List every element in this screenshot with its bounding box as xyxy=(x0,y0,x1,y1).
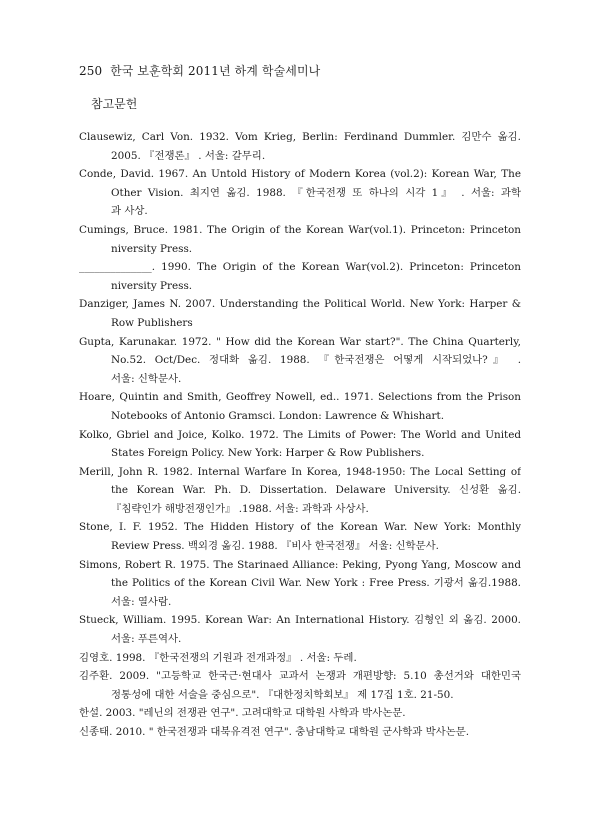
reference-line: 신종태. 2010. " 한국전쟁과 대북유격전 연구". 충남대학교 대학원 군사학과 박사논문. xyxy=(79,726,470,738)
reference-entry xyxy=(79,667,521,704)
reference-line: 서울: 열사람. xyxy=(111,595,172,608)
reference-line: niversity Press. xyxy=(111,242,193,255)
reference-entry xyxy=(79,611,521,648)
reference-line: Gupta, Karunakar. 1972. " How did the Korean War start?". The China Quarterly, xyxy=(79,335,521,348)
reference-line: 서울: 신학문사. xyxy=(111,372,182,385)
reference-entry xyxy=(79,556,521,612)
reference-line: the Korean War. Ph. D. Dissertation. Delaware University. 신성환 옮김. xyxy=(111,484,521,497)
reference-entry xyxy=(79,128,521,165)
reference-entry xyxy=(79,165,521,221)
reference-line: Conde, David. 1967. An Untold History of Modern Korea (vol.2): Korean War, The xyxy=(79,168,521,181)
reference-entry xyxy=(79,704,521,723)
reference-entry xyxy=(79,333,521,389)
reference-line: Review Press. 백외경 옮김. 1988. 『비사 한국전쟁』 서울: 신학문사. xyxy=(111,540,439,553)
reference-entry xyxy=(79,463,521,519)
reference-entry xyxy=(79,649,521,668)
reference-line: States Foreign Policy. New York: Harper & Row Publishers. xyxy=(111,447,425,460)
section-title: 참고문헌 xyxy=(91,97,138,111)
reference-line: Other Vision. 최지연 옮김. 1988. 『한국전쟁 또 하나의 시각 1』 . 서울: 과학 xyxy=(111,186,521,199)
reference-line: Merill, John R. 1982. Internal Warfare In Korea, 1948-1950: The Local Setting of xyxy=(79,465,521,478)
reference-entry xyxy=(79,388,521,425)
reference-line: 『침략인가 해방전쟁인가』 .1988. 서울: 과학과 사상사. xyxy=(111,502,369,515)
reference-entry xyxy=(79,723,521,742)
reference-line: Cumings, Bruce. 1981. The Origin of the Korean War(vol.1). Princeton: Princeton xyxy=(79,223,521,236)
reference-line: ______________. 1990. The Origin of the Korean War(vol.2). Princeton: Princeton xyxy=(79,261,521,274)
reference-line: No.52. Oct/Dec. 정대화 옮김. 1988. 『한국전쟁은 어떻게 시작되었나?』 . xyxy=(111,354,521,367)
reference-list xyxy=(79,128,521,742)
reference-line: Row Publishers xyxy=(111,316,193,329)
reference-line: Hoare, Quintin and Smith, Geoffrey Nowell, ed.. 1971. Selections from the Prison xyxy=(79,391,521,404)
running-title: 한국 보훈학회 2011년 하계 학술세미나 xyxy=(110,64,321,78)
reference-line: 서울: 푸른역사. xyxy=(111,633,182,646)
reference-line: Simons, Robert R. 1975. The Starinaed Alliance: Peking, Pyong Yang, Moscow and xyxy=(79,558,521,571)
reference-entry xyxy=(79,295,521,332)
running-header xyxy=(79,62,320,79)
reference-line: 정통성에 대한 서술을 중심으로". 『대한정치학회보』 제 17집 1호. 21-50. xyxy=(111,688,454,701)
reference-line: the Politics of the Korean Civil War. New York : Free Press. 기광서 옮김.1988. xyxy=(111,577,521,590)
reference-entry xyxy=(79,518,521,555)
reference-line: Clausewiz, Carl Von. 1932. Vom Krieg, Berlin: Ferdinand Dummler. 김만수 옮김. xyxy=(79,131,521,143)
reference-line: 한설. 2003. "레닌의 전쟁관 연구". 고려대학교 대학원 사학과 박사논문. xyxy=(79,707,406,720)
reference-line: 2005. 『전쟁론』 . 서울: 갈무리. xyxy=(111,149,266,162)
reference-line: Stueck, William. 1995. Korean War: An International History. 김형인 외 옮김. 2000. xyxy=(79,614,521,627)
reference-line: 김주환. 2009. "고등학교 한국근·현대사 교과서 논쟁과 개편방향: 5.10 총선거와 대한민국 xyxy=(79,670,521,683)
reference-line: Notebooks of Antonio Gramsci. London: Lawrence & Whishart. xyxy=(111,409,444,422)
reference-line: niversity Press. xyxy=(111,279,193,292)
reference-line: Danziger, James N. 2007. Understanding the Political World. New York: Harper & xyxy=(79,298,521,311)
reference-entry xyxy=(79,221,521,258)
reference-line: 김영호. 1998. 『한국전쟁의 기원과 전개과정』 . 서울: 두레. xyxy=(79,651,357,664)
reference-line: 과 사상. xyxy=(111,205,148,218)
reference-line: Stone, I. F. 1952. The Hidden History of the Korean War. New York: Monthly xyxy=(79,521,521,534)
page-number: 250 xyxy=(79,64,103,78)
reference-entry xyxy=(79,426,521,463)
reference-line: Kolko, Gbriel and Joice, Kolko. 1972. The Limits of Power: The World and United xyxy=(79,428,521,441)
reference-entry xyxy=(79,258,521,295)
